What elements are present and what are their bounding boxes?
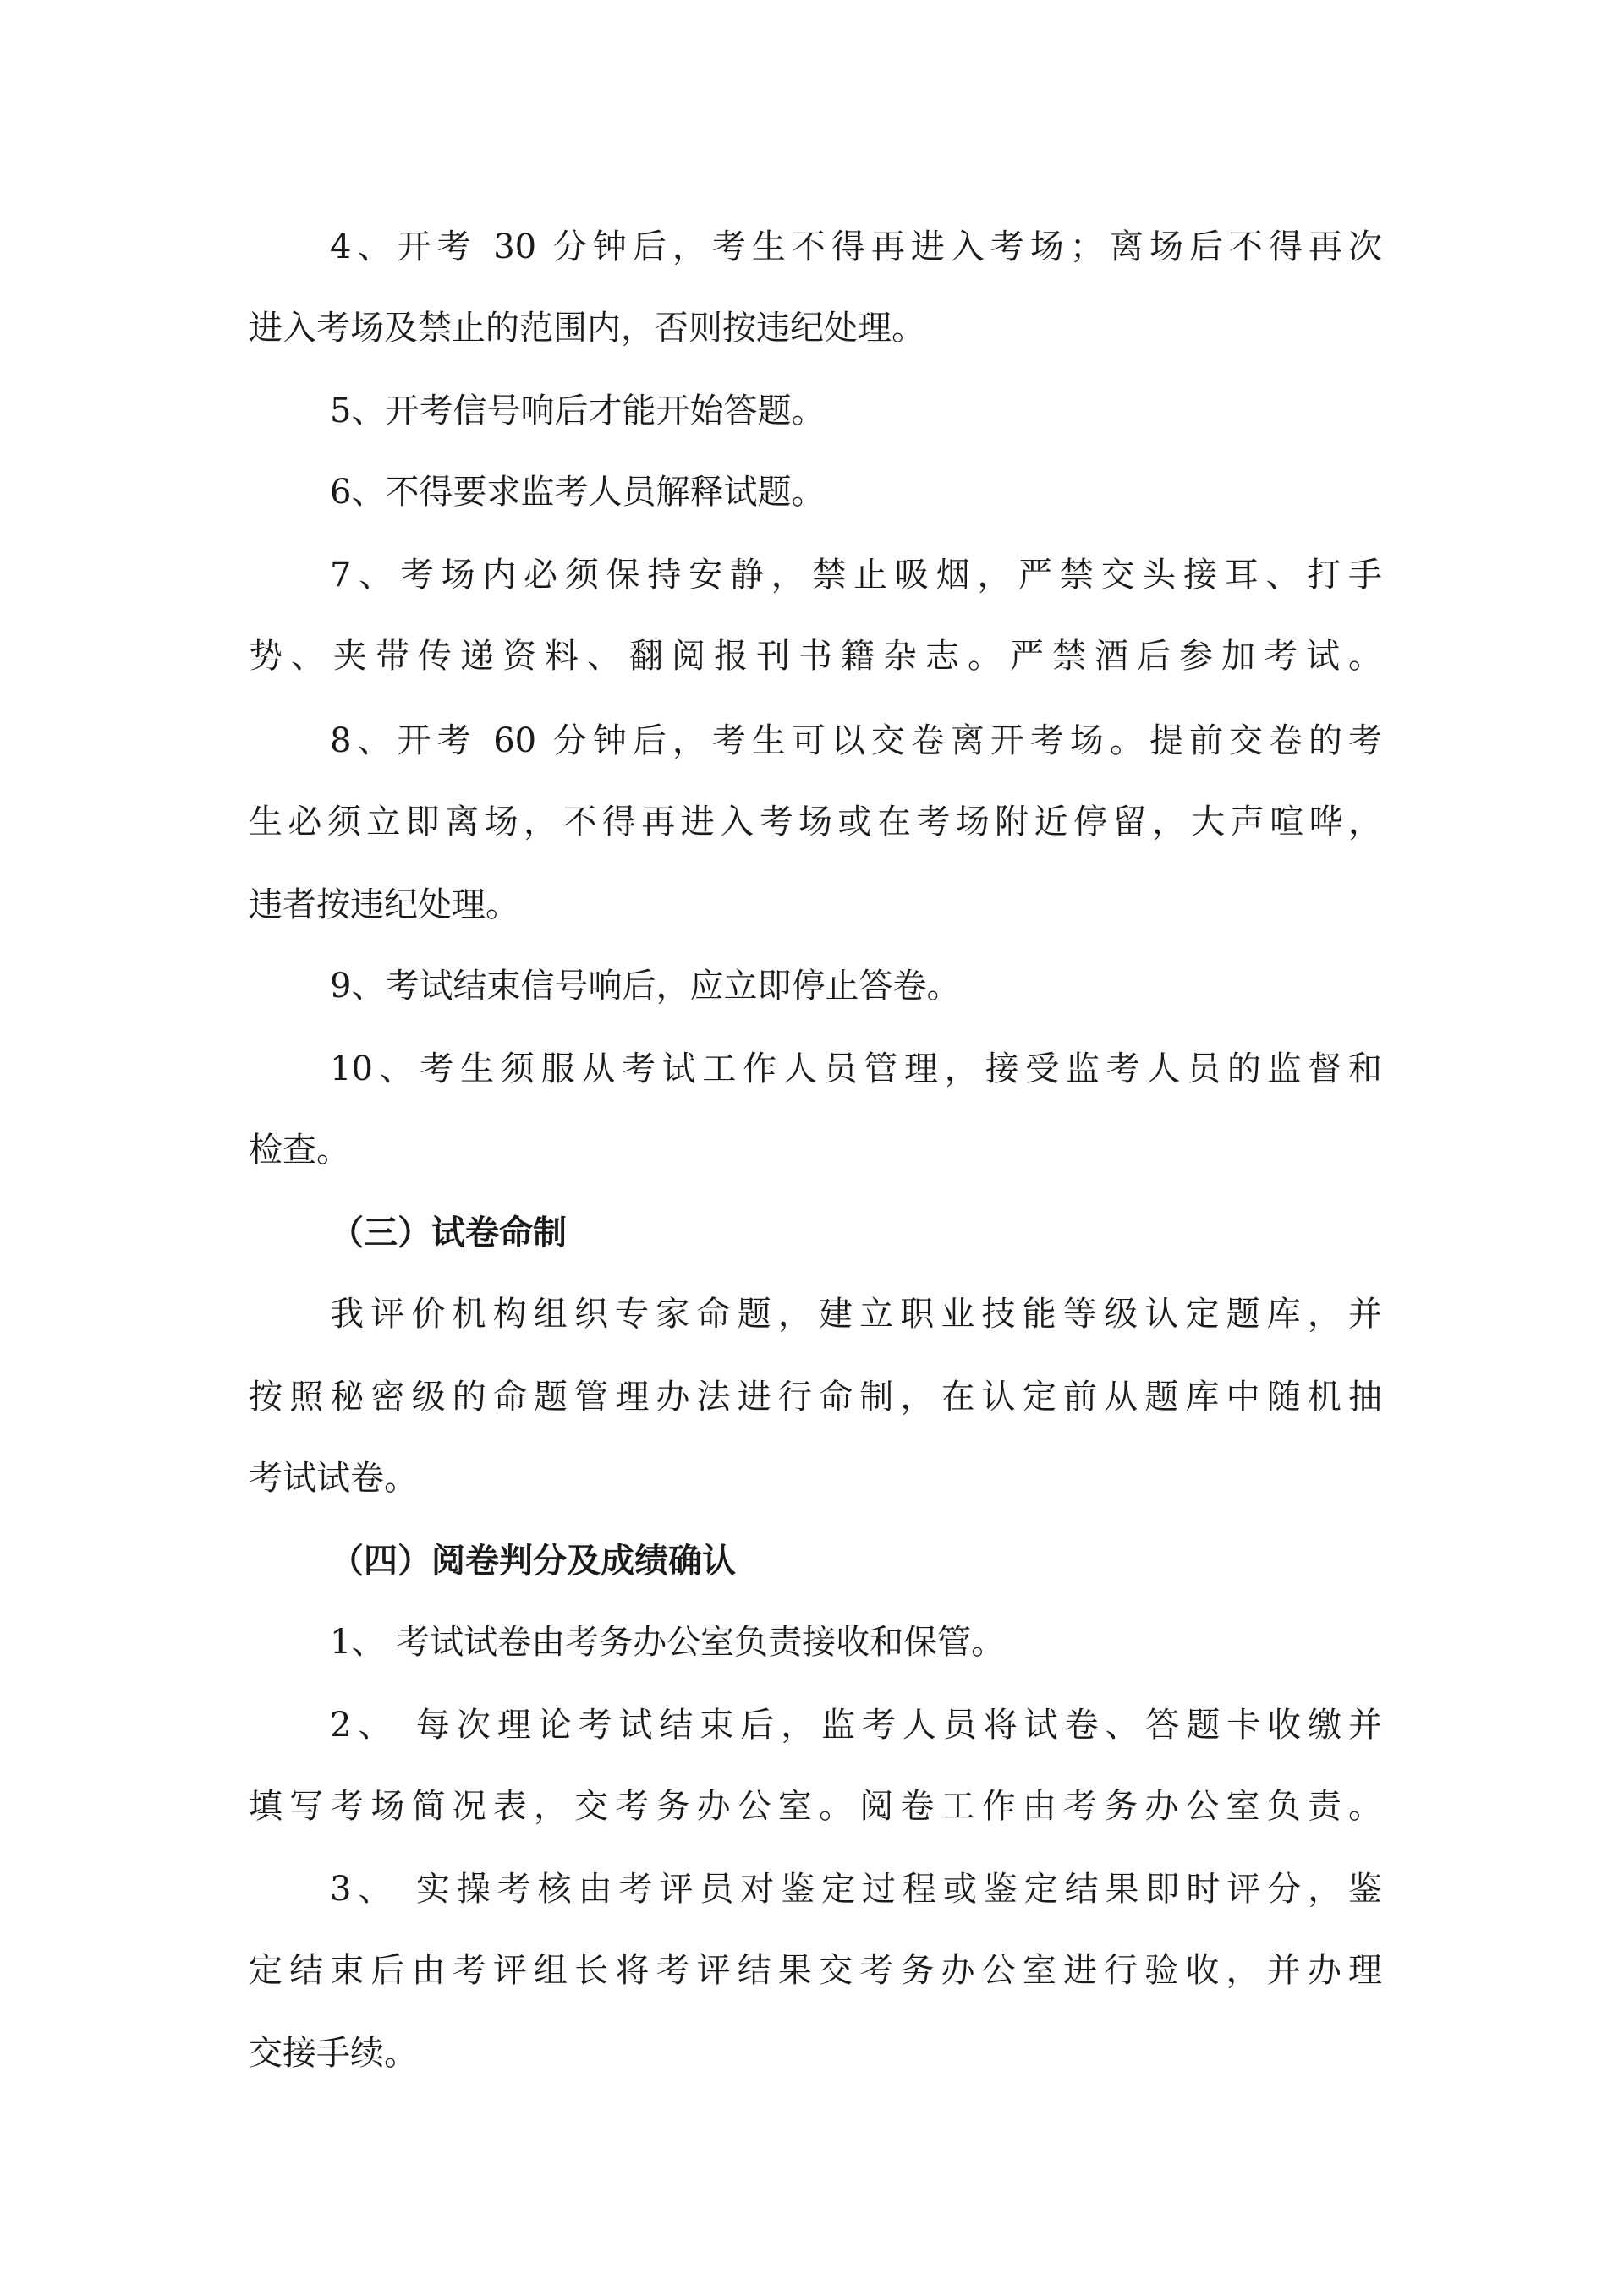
rule-10-line-1: 10、考生须服从考试工作人员管理，接受监考人员的监督和 — [330, 1049, 1382, 1088]
section-3-para-line-1: 我评价机构组织专家命题，建立职业技能等级认定题库，并 — [330, 1295, 1382, 1334]
rule-9: 9、考试结束信号响后，应立即停止答卷。 — [330, 967, 961, 1006]
section-3-para-line-2: 按照秘密级的命题管理办法进行命制，在认定前从题库中随机抽 — [249, 1378, 1382, 1417]
section-3-para-line-3: 考试试卷。 — [249, 1459, 418, 1498]
item-3-line-2: 定结束后由考评组长将考评结果交考务办公室进行验收，并办理 — [249, 1951, 1382, 1990]
item-3-line-3: 交接手续。 — [249, 2034, 418, 2073]
rule-4-line-1: 4、开考 30 分钟后，考生不得再进入考场；离场后不得再次 — [330, 227, 1382, 266]
item-1: 1、 考试试卷由考务办公室负责接收和保管。 — [330, 1623, 1006, 1662]
rule-5: 5、开考信号响后才能开始答题。 — [330, 392, 826, 430]
section-heading-3: （三）试卷命制 — [330, 1213, 567, 1252]
rule-7-line-2: 势、夹带传递资料、翻阅报刊书籍杂志。严禁酒后参加考试。 — [249, 637, 1382, 676]
item-2-line-2: 填写考场简况表，交考务办公室。阅卷工作由考务办公室负责。 — [249, 1787, 1382, 1826]
item-2-line-1: 2、 每次理论考试结束后，监考人员将试卷、答题卡收缴并 — [330, 1706, 1382, 1745]
rule-6: 6、不得要求监考人员解释试题。 — [330, 473, 826, 512]
rule-7-line-1: 7、考场内必须保持安静，禁止吸烟，严禁交头接耳、打手 — [330, 556, 1382, 595]
rule-8-line-1: 8、开考 60 分钟后，考生可以交卷离开考场。提前交卷的考 — [330, 721, 1382, 760]
rule-4-line-2: 进入考场及禁止的范围内，否则按违纪处理。 — [249, 309, 925, 348]
section-heading-4: （四）阅卷判分及成绩确认 — [330, 1541, 736, 1581]
rule-8-line-2: 生必须立即离场，不得再进入考场或在考场附近停留，大声喧哗， — [249, 803, 1382, 841]
rule-10-line-2: 检查。 — [249, 1131, 350, 1170]
item-3-line-1: 3、 实操考核由考评员对鉴定过程或鉴定结果即时评分，鉴 — [330, 1870, 1382, 1909]
rule-8-line-3: 违者按违纪处理。 — [249, 885, 519, 924]
